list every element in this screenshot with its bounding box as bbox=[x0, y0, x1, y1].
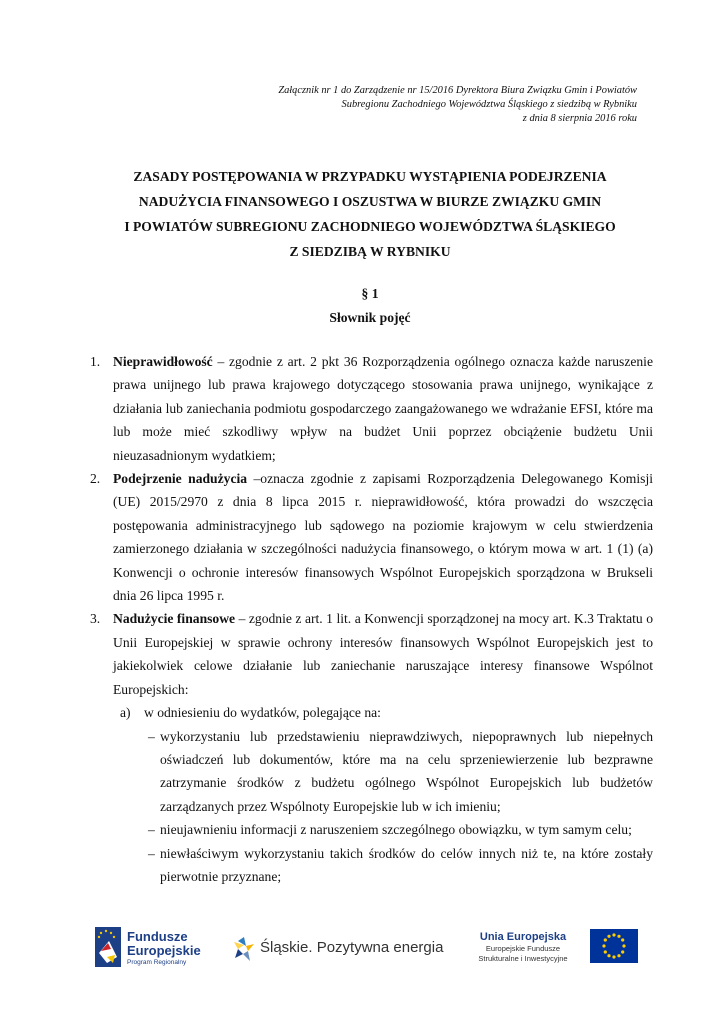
dash-item bbox=[148, 818, 653, 841]
title-line: ZASADY POSTĘPOWANIA W PRZYPADKU WYSTĄPIENIA PODEJRZENIA bbox=[133, 169, 607, 184]
sub-item-text: w odniesieniu do wydatków, polegające na: bbox=[144, 705, 381, 721]
attachment-line: Załącznik nr 1 do Zarządzenie nr 15/2016 Dyrektora Biura Związku Gmin i Powiatów bbox=[278, 85, 637, 96]
title-line: NADUŻYCIA FINANSOWEGO I OSZUSTWA W BIURZE ZWIĄZKU GMIN bbox=[138, 194, 602, 209]
fe-line: Europejskie bbox=[127, 943, 201, 958]
item-description: – zgodnie z art. 2 pkt 36 Rozporządzenia ogólnego oznacza każde naruszenie prawa unijnego lub prawa krajowego dotyczącego stosowania prawa unijnego, wynikające z działania lub zaniechania podmiotu gospodarczego zaangażowanego we wdrażanie EFSI, które ma lub może mieć szkodliwy wpływ na budżet Unii poprzez obciążenie budżetu Unii nieuzasadnionym wydatkiem; bbox=[113, 354, 653, 463]
slaskie-text: Śląskie. Pozytywna energia bbox=[260, 939, 444, 956]
dash-item bbox=[148, 842, 653, 889]
dash-item-text: nieujawnieniu informacji z naruszeniem szczególnego obowiązku, w tym samym celu; bbox=[160, 822, 632, 838]
definition-item bbox=[90, 607, 653, 701]
fe-line: Fundusze bbox=[127, 929, 188, 944]
unia-europejska-logo bbox=[476, 927, 636, 981]
section-number: § 1 bbox=[361, 286, 379, 301]
fe-program-line: Program Regionalny bbox=[127, 959, 187, 966]
fundusze-europejskie-mark-icon bbox=[95, 927, 121, 967]
attachment-line: Subregionu Zachodniego Województwa Śląskiego z siedzibą w Rybniku bbox=[341, 99, 637, 110]
attachment-note bbox=[177, 84, 637, 126]
item-number: 1. bbox=[90, 354, 101, 369]
document-body bbox=[90, 350, 653, 888]
dash-item bbox=[148, 725, 653, 819]
sub-item-letter: a) bbox=[120, 705, 131, 721]
item-text bbox=[113, 467, 653, 607]
eu-flag-icon bbox=[590, 929, 638, 963]
item-description: – zgodnie z art. 1 lit. a Konwencji sporządzonej na mocy art. K.3 Traktatu o Unii Europejskiej w sprawie ochrony interesów finansowych Wspólnot Europejskich jest to jakiekolwiek celowe działanie lub zaniechanie naruszające interesy finansowe Wspólnot Europejskich: bbox=[113, 611, 654, 697]
item-term: Nadużycie finansowe bbox=[113, 611, 236, 627]
fundusze-europejskie-text bbox=[127, 930, 201, 967]
slaskie-star-icon bbox=[232, 935, 256, 963]
dash-mark: – bbox=[148, 845, 155, 861]
item-number: 2. bbox=[90, 471, 101, 487]
attachment-line: z dnia 8 sierpnia 2016 roku bbox=[522, 113, 637, 124]
document-title bbox=[90, 164, 650, 264]
dash-item-text: niewłaściwym wykorzystaniu takich środków do celów innych niż te, na które zostały pierwotnie przyznane; bbox=[160, 845, 653, 884]
item-term: Nieprawidłowość bbox=[113, 354, 213, 369]
definition-item bbox=[90, 467, 653, 607]
dash-mark: – bbox=[148, 728, 155, 744]
ue-title: Unia Europejska bbox=[479, 931, 567, 943]
sub-item bbox=[120, 701, 653, 724]
fundusze-europejskie-logo bbox=[95, 927, 205, 975]
dash-mark: – bbox=[148, 822, 155, 838]
title-line: I POWIATÓW SUBREGIONU ZACHODNIEGO WOJEWÓDZTWA ŚLĄSKIEGO bbox=[124, 219, 616, 234]
section-name: Słownik pojęć bbox=[329, 310, 411, 325]
ue-sub-line: Strukturalne i Inwestycyjne bbox=[478, 954, 568, 963]
definition-item bbox=[90, 350, 653, 467]
dash-item-text: wykorzystaniu lub przedstawieniu nieprawdziwych, niepoprawnych lub niepełnych oświadczeń lub dokumentów, które ma na celu sprzeniewierzenie lub bezprawne zatrzymanie środków z budżetu ogólnego Wspólnot Europejskich lub budżetów zarządzanych przez Wspólnoty Europejskie lub w ich imieniu; bbox=[160, 728, 653, 814]
item-description: –oznacza zgodnie z zapisami Rozporządzenia Delegowanego Komisji (UE) 2015/2970 z dnia 8 lipca 2015 r. nieprawidłowość, która prowadzi do wszczęcia postępowania administracyjnego lub sądowego na poziomie krajowym w celu stwierdzenia zamierzonego działania w szczególności nadużycia finansowego, o którym mowa w art. 1 (1) (a) Konwencji o ochronie interesów finansowych Wspólnot Europejskich sporządzona w Brukseli dnia 26 lipca 1995 r. bbox=[113, 471, 653, 604]
slaskie-logo bbox=[232, 935, 442, 965]
unia-europejska-text bbox=[476, 930, 570, 964]
logo-bar bbox=[0, 915, 725, 995]
item-text bbox=[113, 350, 653, 467]
item-number: 3. bbox=[90, 611, 101, 627]
title-line: Z SIEDZIBĄ W RYBNIKU bbox=[289, 244, 451, 259]
item-text bbox=[113, 607, 653, 701]
item-term: Podejrzenie nadużycia bbox=[113, 471, 248, 487]
ue-sub-line: Europejskie Fundusze bbox=[485, 944, 561, 953]
